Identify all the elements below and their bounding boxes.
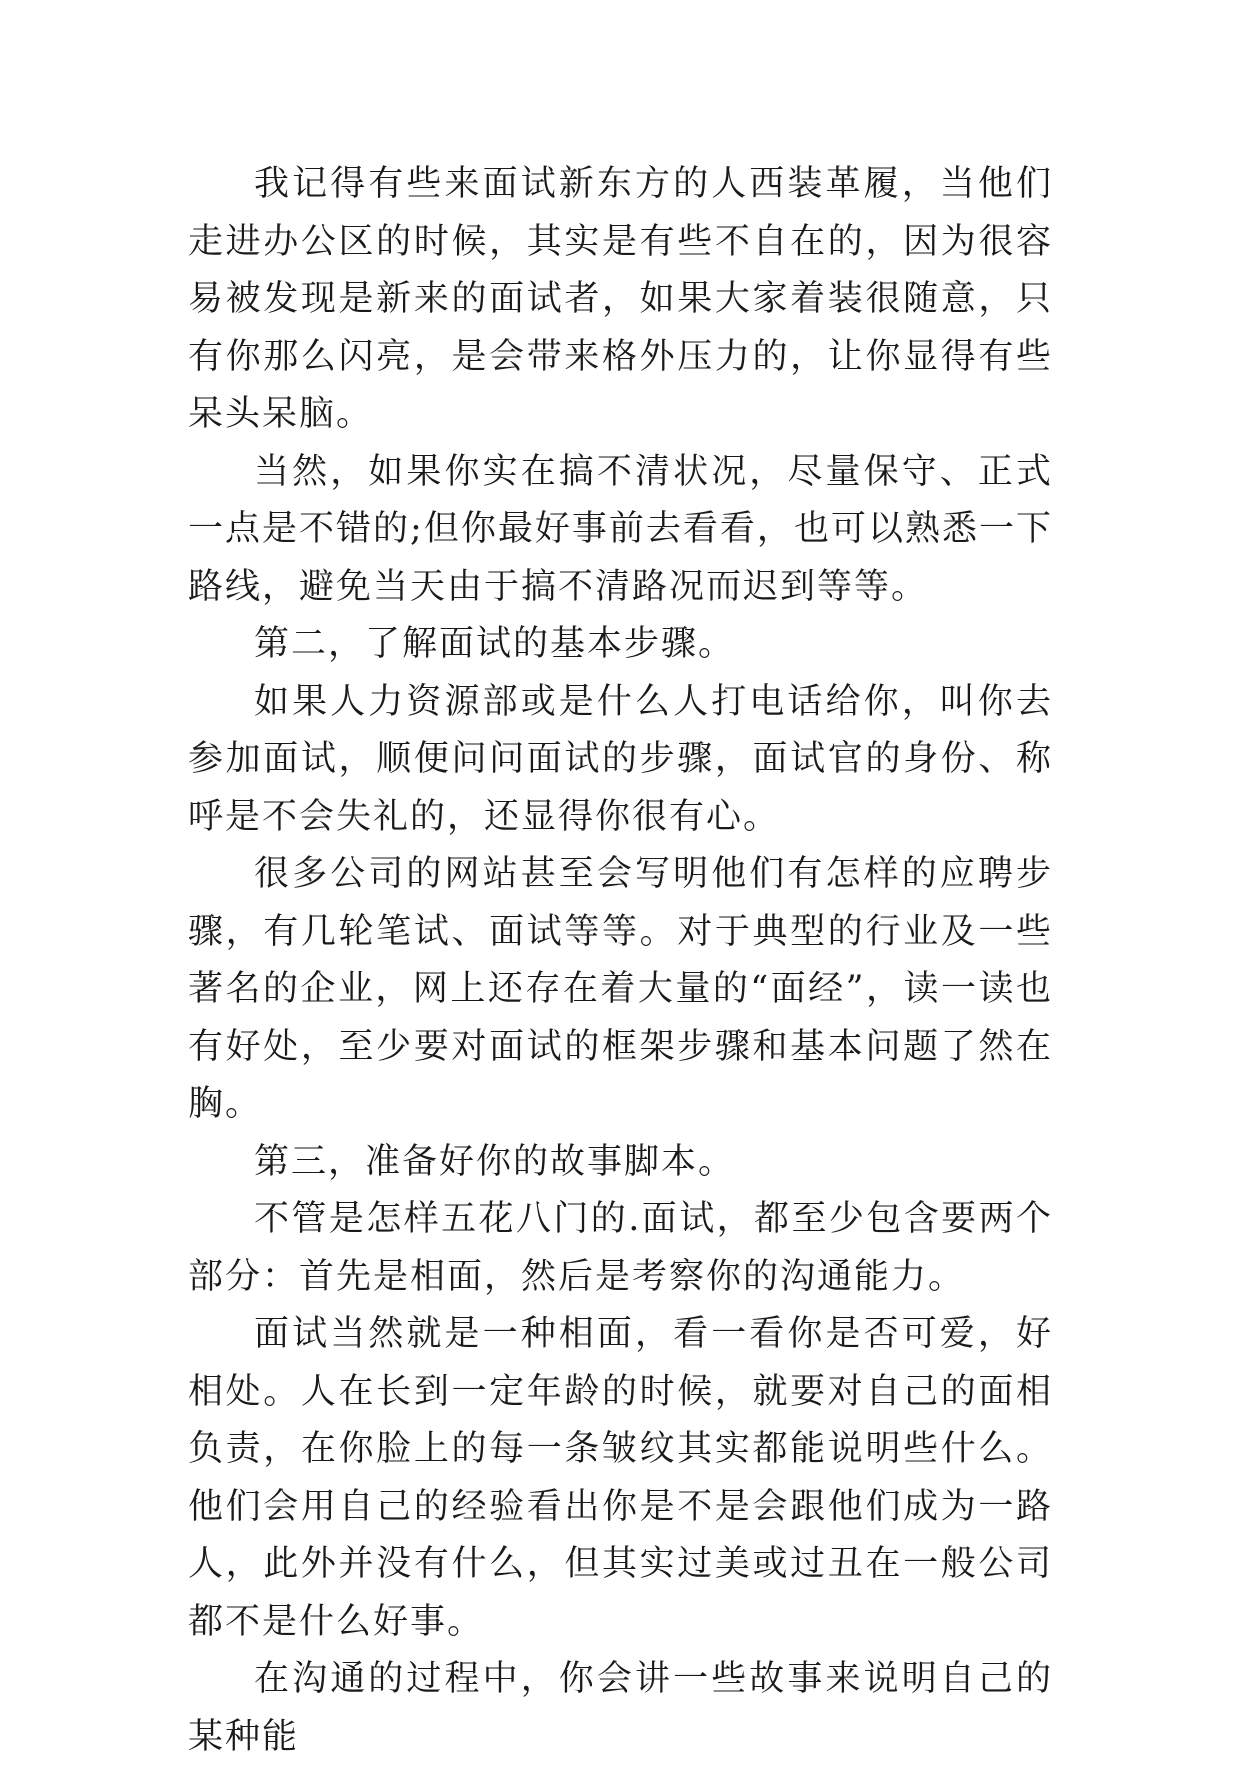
paragraph-6: 面试当然就是一种相面，看一看你是否可爱，好相处。人在长到一定年龄的时候，就要对自己的面相负责，在你脸上的每一条皱纹其实都能说明些什么。他们会用自己的经验看出你是不是会跟他们成为一路人，此外并没有什么，但其实过美或过丑在一般公司都不是什么好事。 <box>188 1314 1053 1642</box>
document-body <box>188 156 1053 1766</box>
paragraph-3: 如果人力资源部或是什么人打电话给你，叫你去参加面试，顺便问问面试的步骤，面试官的身份、称呼是不会失礼的，还显得你很有心。 <box>188 681 1053 837</box>
paragraph-1: 我记得有些来面试新东方的人西装革履，当他们走进办公区的时候，其实是有些不自在的，因为很容易被发现是新来的面试者，如果大家着装很随意，只有你那么闪亮，是会带来格外压力的，让你显得有些呆头呆脑。 <box>188 164 1053 434</box>
paragraph-7: 在沟通的过程中，你会讲一些故事来说明自己的某种能 <box>188 1659 1053 1757</box>
section-heading-3: 第三，准备好你的故事脚本。 <box>254 1141 736 1182</box>
paragraph-4: 很多公司的网站甚至会写明他们有怎样的应聘步骤，有几轮笔试、面试等等。对于典型的行业及一些著名的企业，网上还存在着大量的“面经”，读一读也有好处，至少要对面试的框架步骤和基本问题了然在胸。 <box>188 854 1053 1124</box>
section-heading-2: 第二，了解面试的基本步骤。 <box>254 624 736 664</box>
paragraph-5: 不管是怎样五花八门的.面试，都至少包含要两个部分：首先是相面，然后是考察你的沟通能力。 <box>188 1199 1053 1297</box>
paragraph-2: 当然，如果你实在搞不清状况，尽量保守、正式一点是不错的;但你最好事前去看看，也可以熟悉一下路线，避免当天由于搞不清路况而迟到等等。 <box>188 451 1053 607</box>
